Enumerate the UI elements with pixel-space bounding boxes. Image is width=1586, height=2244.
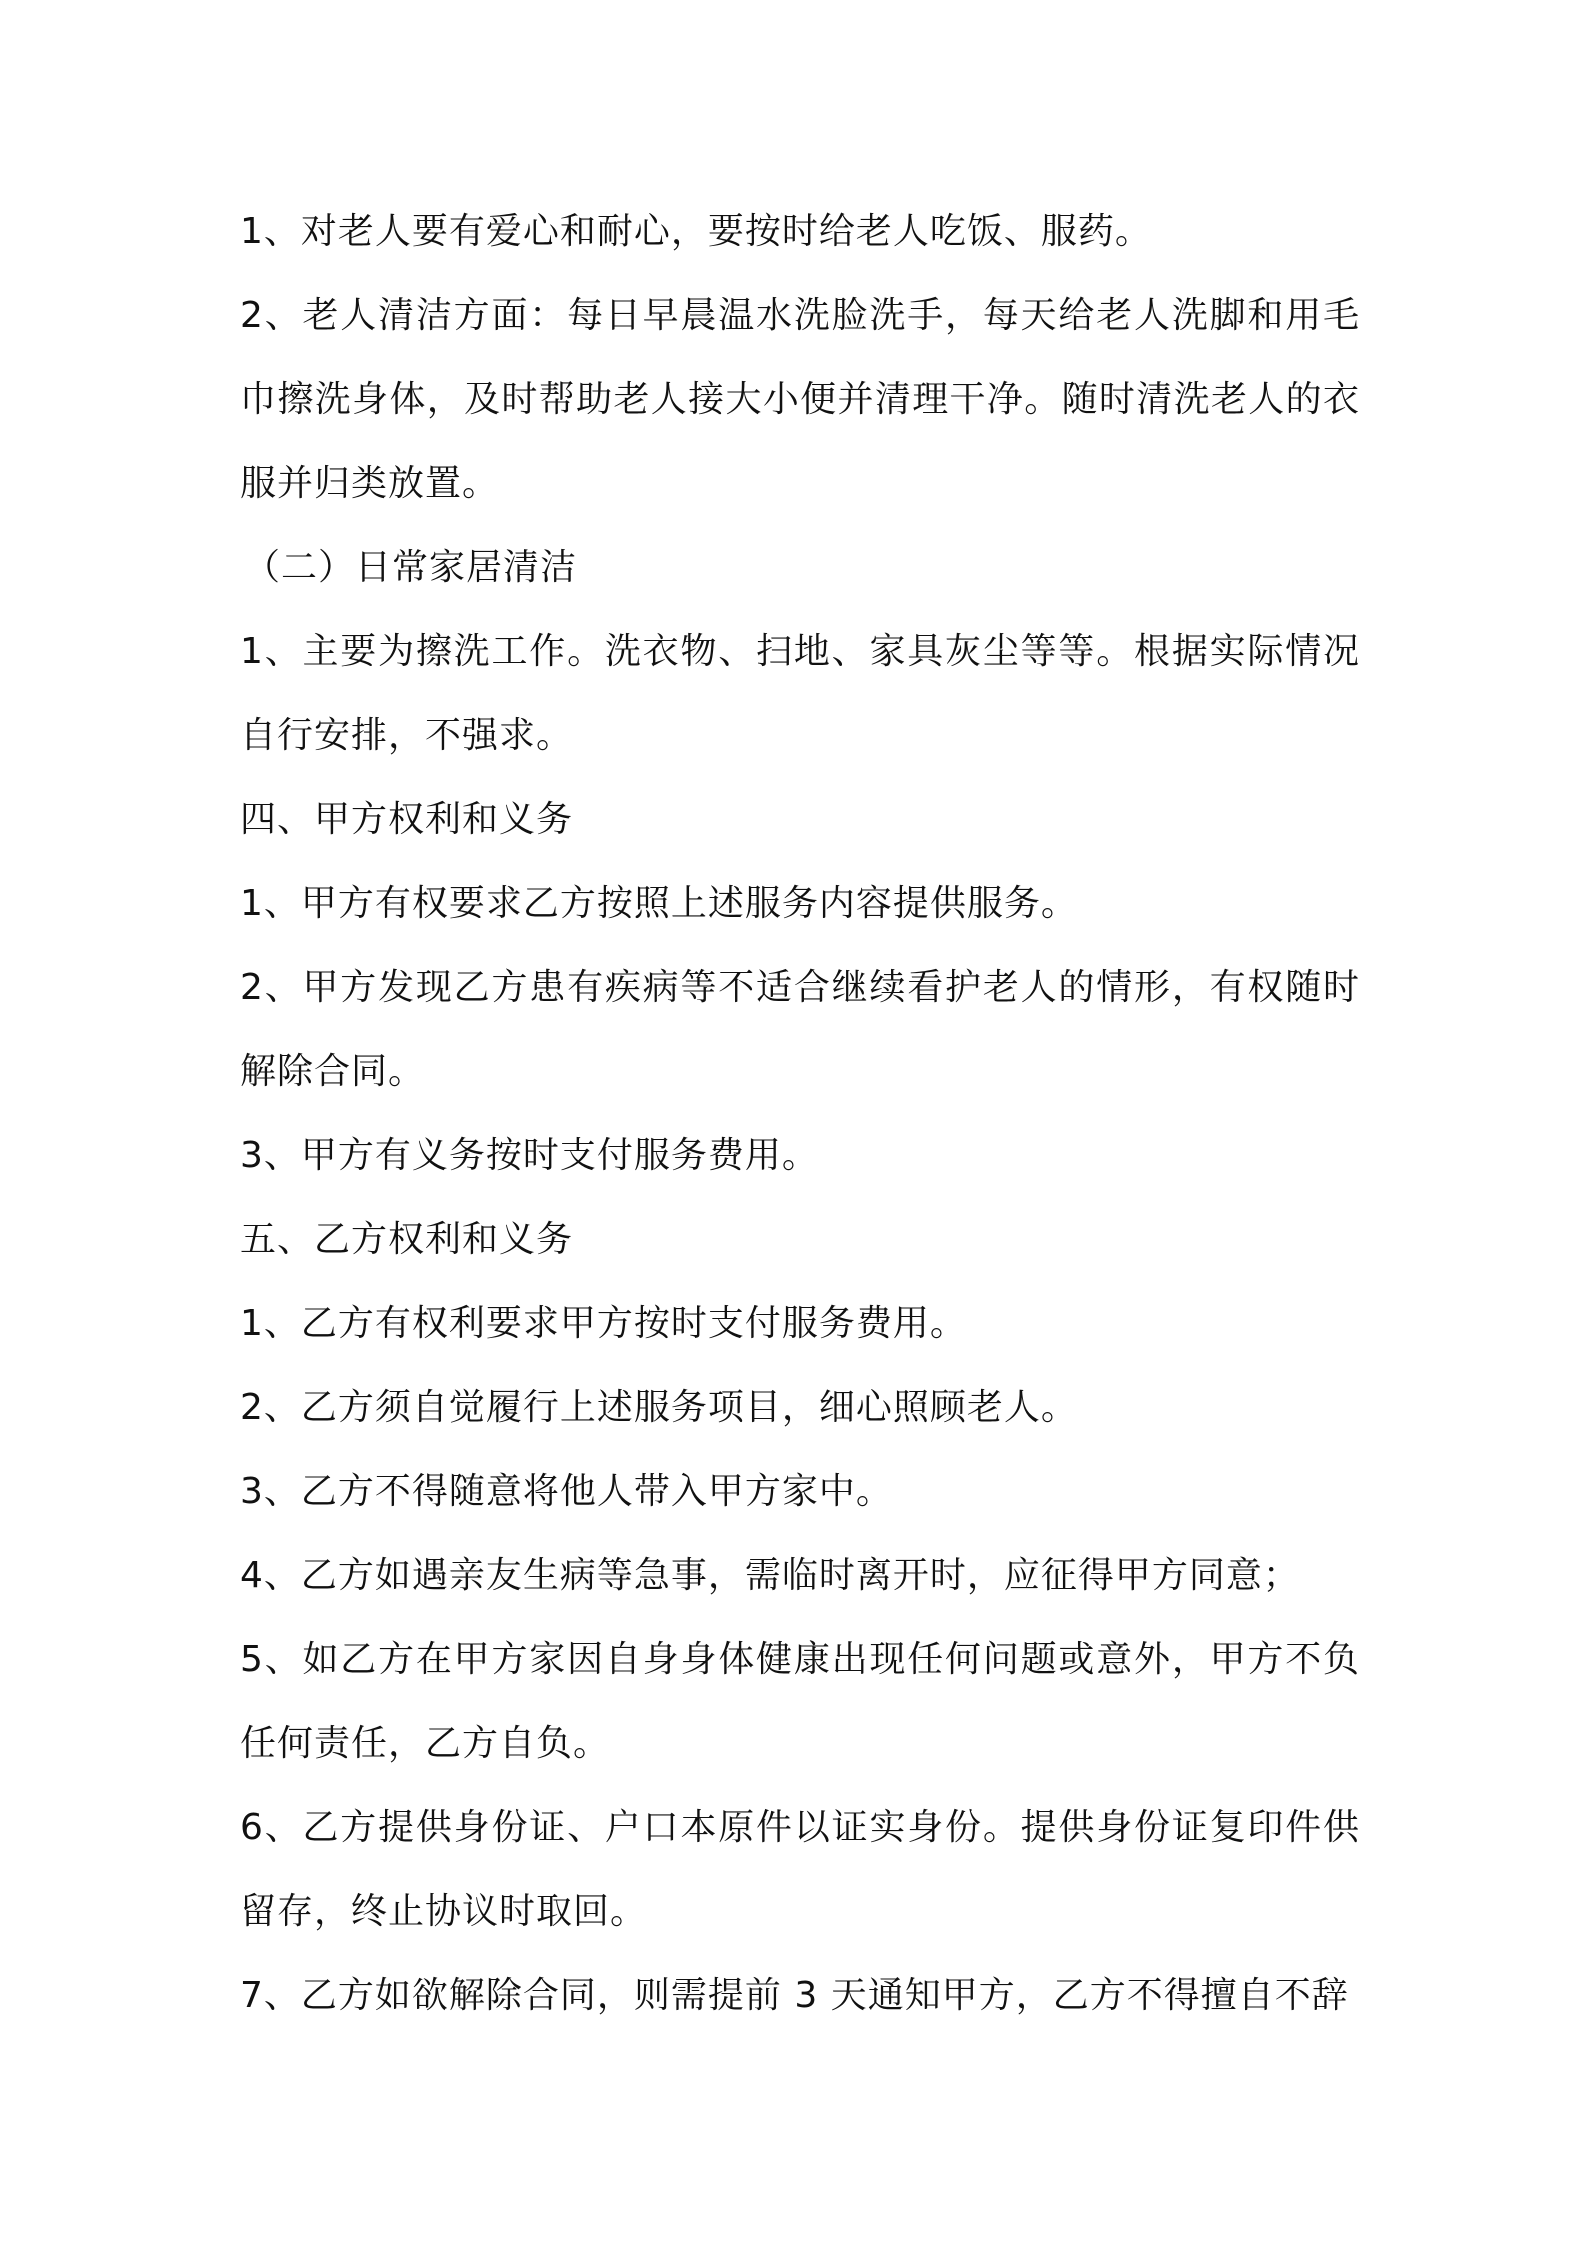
paragraph-party-b-2: 2、乙方须自觉履行上述服务项目，细心照顾老人。 <box>240 1387 1078 1428</box>
paragraph-party-b-3: 3、乙方不得随意将他人带入甲方家中。 <box>240 1471 893 1512</box>
paragraph-party-b-1: 1、乙方有权利要求甲方按时支付服务费用。 <box>240 1303 967 1344</box>
paragraph-party-b-4: 4、乙方如遇亲友生病等急事，需临时离开时，应征得甲方同意； <box>240 1555 1300 1596</box>
paragraph-party-a-3: 3、甲方有义务按时支付服务费用。 <box>240 1135 819 1176</box>
paragraph-party-b-6: 6、乙方提供身份证、户口本原件以证实身份。提供身份证复印件供留存，终止协议时取回。 <box>240 1807 1360 1932</box>
paragraph-cleaning-1: 1、主要为擦洗工作。洗衣物、扫地、家具灰尘等等。根据实际情况自行安排，不强求。 <box>240 631 1360 756</box>
section-heading-cleaning: （二）日常家居清洁 <box>244 547 578 588</box>
paragraph-party-b-7: 7、乙方如欲解除合同，则需提前 3 天通知甲方，乙方不得擅自不辞 <box>240 1975 1349 2016</box>
section-heading-party-b: 五、乙方权利和义务 <box>240 1219 574 1260</box>
section-heading-party-a: 四、甲方权利和义务 <box>240 799 574 840</box>
paragraph-care-2: 2、老人清洁方面：每日早晨温水洗脸洗手，每天给老人洗脚和用毛巾擦洗身体，及时帮助老人接大小便并清理干净。随时清洗老人的衣服并归类放置。 <box>240 295 1360 504</box>
paragraph-party-b-5: 5、如乙方在甲方家因自身身体健康出现任何问题或意外，甲方不负任何责任，乙方自负。 <box>240 1639 1360 1764</box>
document-body <box>240 190 1360 2038</box>
paragraph-party-a-2: 2、甲方发现乙方患有疾病等不适合继续看护老人的情形，有权随时解除合同。 <box>240 967 1360 1092</box>
paragraph-care-1: 1、对老人要有爱心和耐心，要按时给老人吃饭、服药。 <box>240 211 1152 252</box>
paragraph-party-a-1: 1、甲方有权要求乙方按照上述服务内容提供服务。 <box>240 883 1078 924</box>
